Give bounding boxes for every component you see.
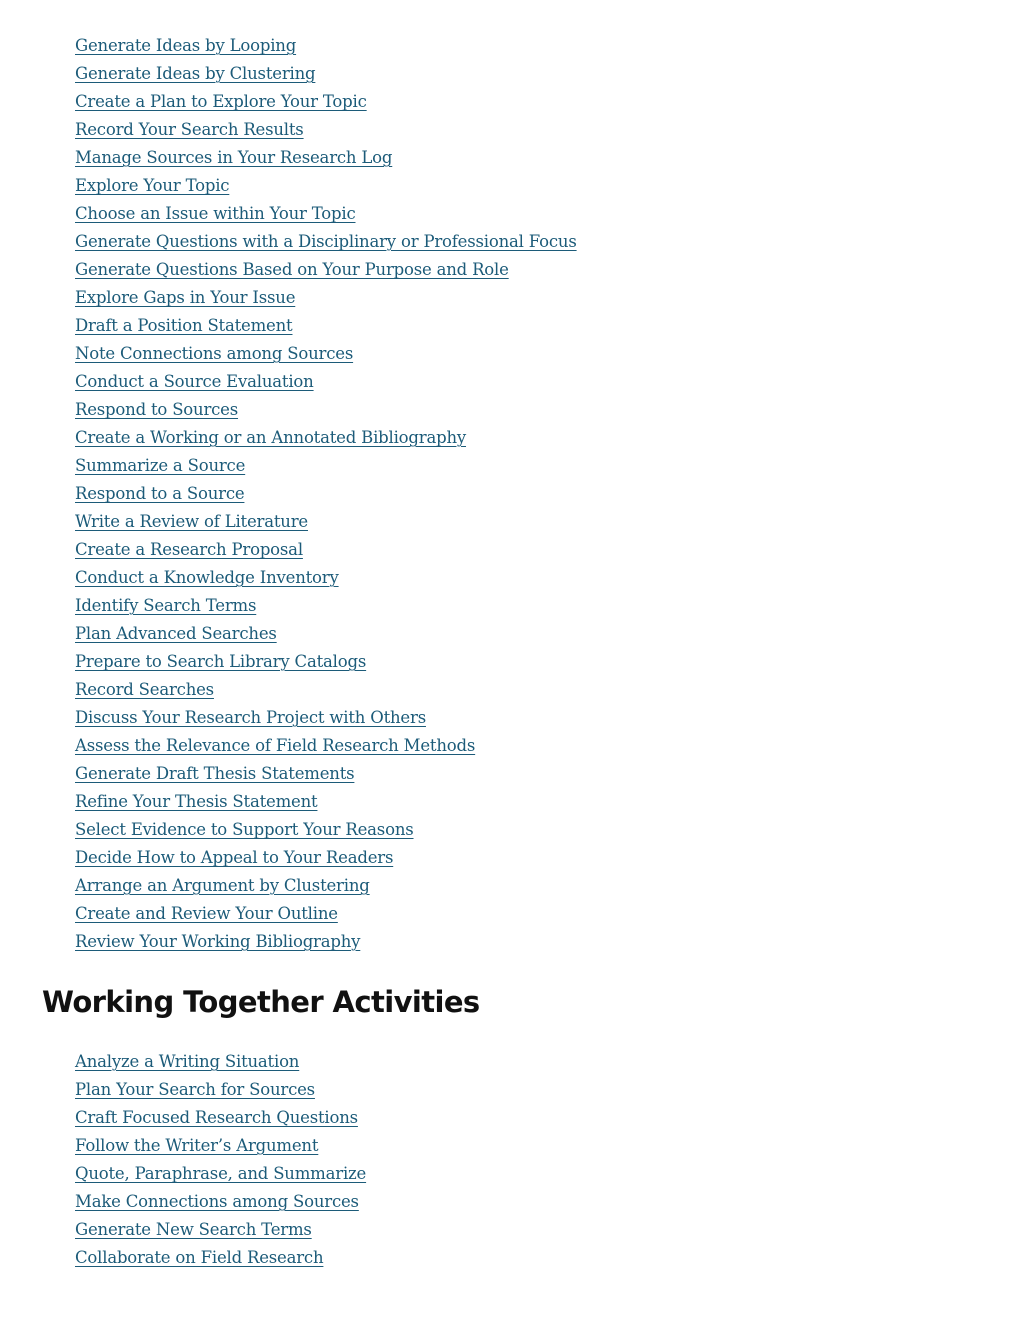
activity-link[interactable]: Make Connections among Sources bbox=[75, 1192, 359, 1211]
list-item bbox=[75, 844, 577, 872]
activity-link[interactable]: Decide How to Appeal to Your Readers bbox=[75, 848, 394, 867]
activity-link[interactable]: Refine Your Thesis Statement bbox=[75, 792, 318, 811]
list-item bbox=[75, 284, 577, 312]
list-item bbox=[75, 340, 577, 368]
activity-link[interactable]: Generate Questions Based on Your Purpose and Role bbox=[75, 260, 509, 279]
list-item bbox=[75, 172, 577, 200]
activity-link[interactable]: Follow the Writer’s Argument bbox=[75, 1136, 319, 1155]
list-item bbox=[75, 88, 577, 116]
activity-link[interactable]: Draft a Position Statement bbox=[75, 316, 293, 335]
list-item bbox=[75, 256, 577, 284]
activity-link[interactable]: Create a Research Proposal bbox=[75, 540, 303, 559]
list-item bbox=[75, 424, 577, 452]
list-item bbox=[75, 144, 577, 172]
list-item bbox=[75, 760, 577, 788]
activity-link[interactable]: Record Searches bbox=[75, 680, 214, 699]
activity-link[interactable]: Conduct a Source Evaluation bbox=[75, 372, 314, 391]
list-item bbox=[75, 480, 577, 508]
list-item bbox=[75, 788, 577, 816]
activity-link[interactable]: Generate Questions with a Disciplinary or Professional Focus bbox=[75, 232, 577, 251]
activity-link[interactable]: Summarize a Source bbox=[75, 456, 246, 475]
list-item bbox=[75, 312, 577, 340]
activity-link[interactable]: Arrange an Argument by Clustering bbox=[75, 876, 370, 895]
list-item bbox=[75, 32, 577, 60]
activity-link[interactable]: Record Your Search Results bbox=[75, 120, 304, 139]
list-item bbox=[75, 592, 577, 620]
list-item bbox=[75, 116, 577, 144]
list-item bbox=[75, 816, 577, 844]
activity-link[interactable]: Generate New Search Terms bbox=[75, 1220, 312, 1239]
list-item bbox=[75, 396, 577, 424]
list-item bbox=[75, 1188, 366, 1216]
activity-link[interactable]: Craft Focused Research Questions bbox=[75, 1108, 358, 1127]
list-item bbox=[75, 648, 577, 676]
list-item bbox=[75, 564, 577, 592]
activity-link[interactable]: Generate Draft Thesis Statements bbox=[75, 764, 355, 783]
activity-link[interactable]: Write a Review of Literature bbox=[75, 512, 308, 531]
activity-link[interactable]: Manage Sources in Your Research Log bbox=[75, 148, 393, 167]
list-item bbox=[75, 732, 577, 760]
list-item bbox=[75, 1160, 366, 1188]
activity-link[interactable]: Create a Working or an Annotated Bibliography bbox=[75, 428, 467, 447]
list-item bbox=[75, 620, 577, 648]
list-item bbox=[75, 704, 577, 732]
activity-link[interactable]: Analyze a Writing Situation bbox=[75, 1052, 300, 1071]
activity-link[interactable]: Choose an Issue within Your Topic bbox=[75, 204, 356, 223]
activity-link[interactable]: Plan Your Search for Sources bbox=[75, 1080, 315, 1099]
activity-link[interactable]: Discuss Your Research Project with Others bbox=[75, 708, 426, 727]
activity-link[interactable]: Assess the Relevance of Field Research Methods bbox=[75, 736, 476, 755]
list-item bbox=[75, 368, 577, 396]
activity-link[interactable]: Prepare to Search Library Catalogs bbox=[75, 652, 367, 671]
list-item bbox=[75, 200, 577, 228]
list-item bbox=[75, 1132, 366, 1160]
list-item bbox=[75, 676, 577, 704]
list-item bbox=[75, 1076, 366, 1104]
list-item bbox=[75, 1104, 366, 1132]
list-item bbox=[75, 1244, 366, 1272]
section-heading: Working Together Activities bbox=[42, 985, 480, 1019]
activity-link[interactable]: Generate Ideas by Looping bbox=[75, 36, 297, 55]
activity-link[interactable]: Select Evidence to Support Your Reasons bbox=[75, 820, 414, 839]
activity-link[interactable]: Create and Review Your Outline bbox=[75, 904, 338, 923]
activity-link[interactable]: Respond to a Source bbox=[75, 484, 245, 503]
activity-link[interactable]: Generate Ideas by Clustering bbox=[75, 64, 316, 83]
activity-link[interactable]: Quote, Paraphrase, and Summarize bbox=[75, 1164, 367, 1183]
activity-link[interactable]: Respond to Sources bbox=[75, 400, 239, 419]
activity-link[interactable]: Collaborate on Field Research bbox=[75, 1248, 324, 1267]
activity-link[interactable]: Explore Gaps in Your Issue bbox=[75, 288, 296, 307]
activity-link[interactable]: Plan Advanced Searches bbox=[75, 624, 277, 643]
list-item bbox=[75, 1216, 366, 1244]
list-item bbox=[75, 452, 577, 480]
activity-link[interactable]: Create a Plan to Explore Your Topic bbox=[75, 92, 367, 111]
list-item bbox=[75, 900, 577, 928]
list-item bbox=[75, 536, 577, 564]
list-item bbox=[75, 508, 577, 536]
list-item bbox=[75, 60, 577, 88]
activities-link-list bbox=[0, 32, 577, 956]
activity-link[interactable]: Note Connections among Sources bbox=[75, 344, 354, 363]
list-item bbox=[75, 1048, 366, 1076]
list-item bbox=[75, 928, 577, 956]
list-item bbox=[75, 872, 577, 900]
activity-link[interactable]: Review Your Working Bibliography bbox=[75, 932, 361, 951]
working-together-link-list bbox=[0, 1048, 366, 1272]
activity-link[interactable]: Explore Your Topic bbox=[75, 176, 230, 195]
activity-link[interactable]: Identify Search Terms bbox=[75, 596, 257, 615]
list-item bbox=[75, 228, 577, 256]
activity-link[interactable]: Conduct a Knowledge Inventory bbox=[75, 568, 339, 587]
